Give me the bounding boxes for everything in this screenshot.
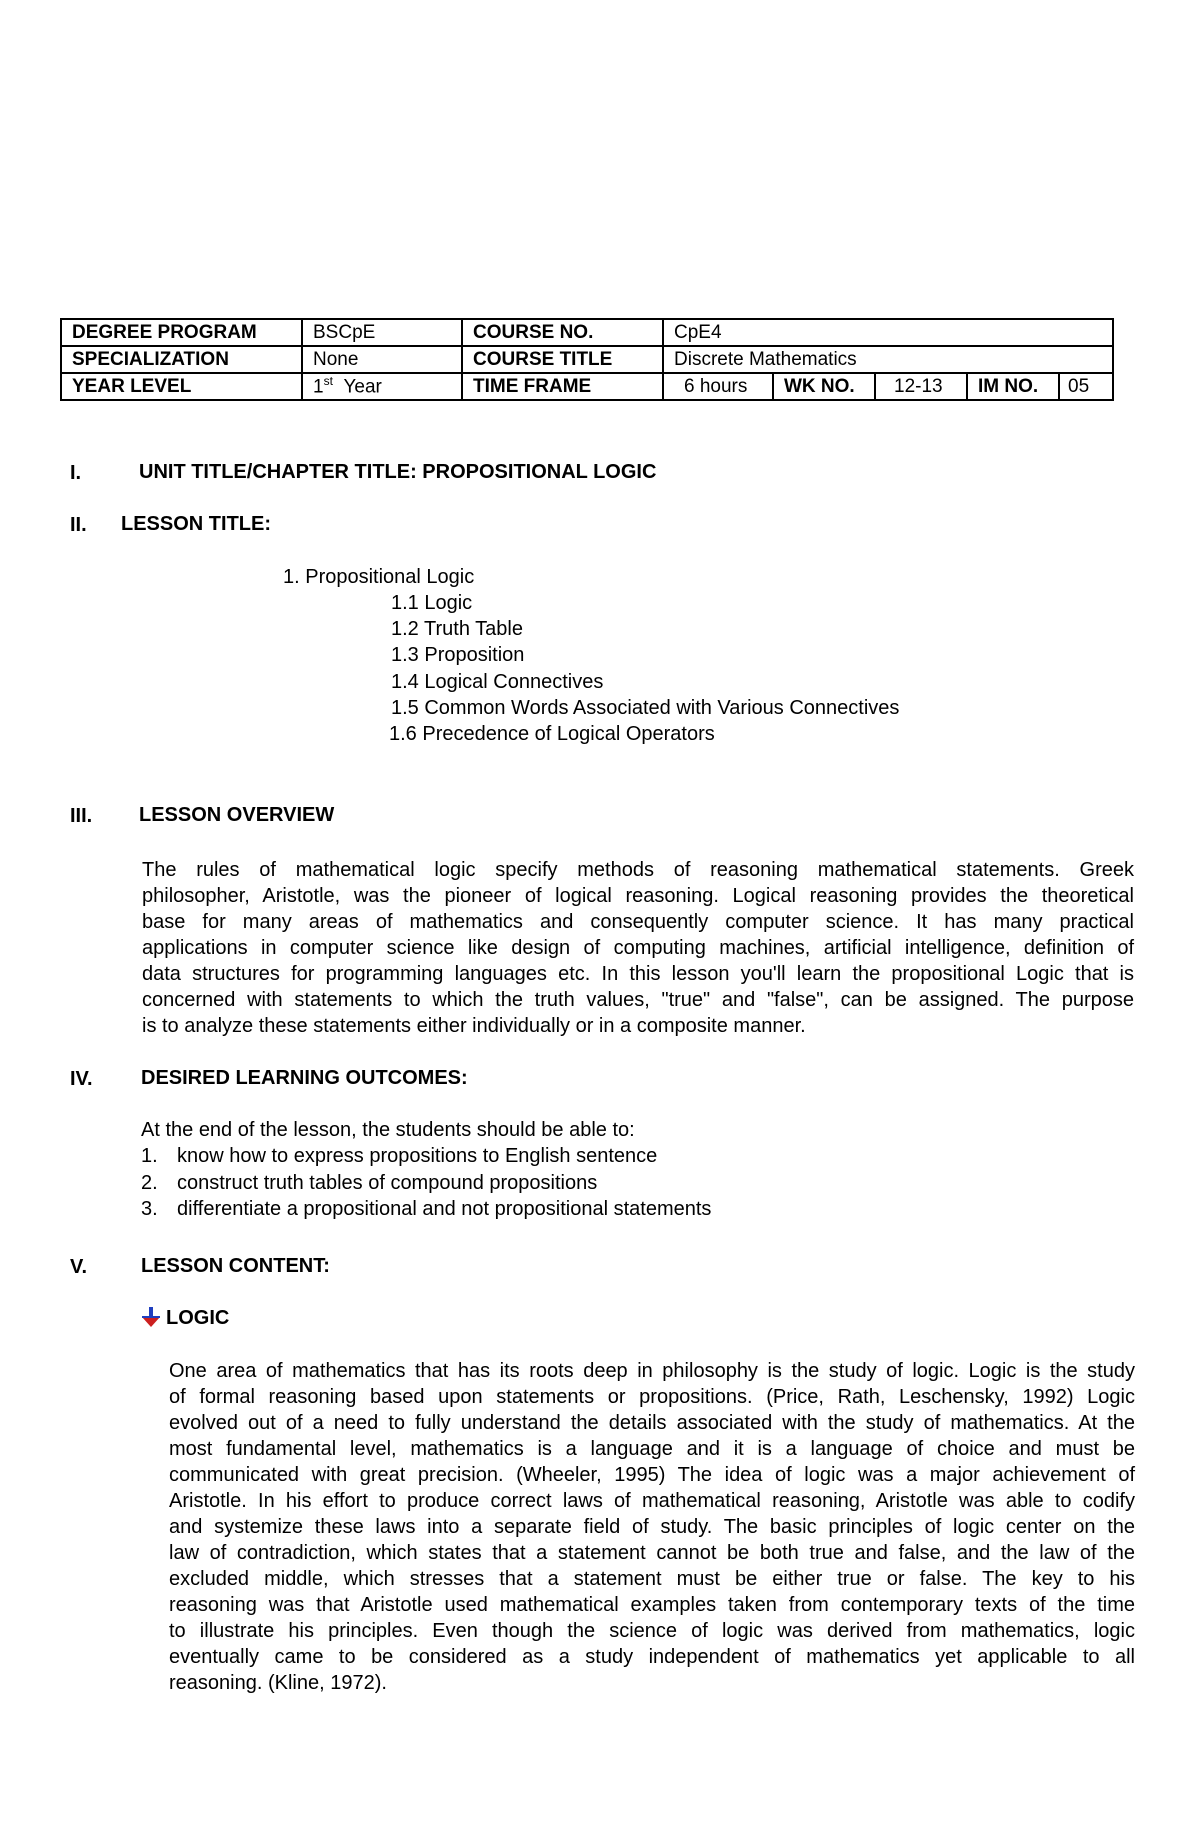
im-no-label: IM NO. bbox=[967, 373, 1059, 400]
logic-line: excluded middle, which stresses that a statement must be either true or false. The key to his bbox=[169, 1568, 1135, 1590]
logic-line: eventually came to be considered as a study independent of mathematics yet applicable to all bbox=[169, 1646, 1135, 1668]
outcome-number: 3. bbox=[141, 1198, 158, 1220]
logic-line: One area of mathematics that has its roots deep in philosophy is the study of logic. Logic is the study bbox=[169, 1360, 1135, 1382]
section-5-number: V. bbox=[70, 1256, 88, 1278]
down-arrow-bullet-icon bbox=[141, 1306, 161, 1328]
logic-line: to illustrate his principles. Even though the science of logic was derived from mathematics, logic bbox=[169, 1620, 1135, 1642]
outcome-text: construct truth tables of compound propositions bbox=[177, 1172, 598, 1194]
outline-main-item: 1. Propositional Logic bbox=[283, 566, 475, 588]
logic-line: law of contradiction, which states that a statement cannot be both true and false, and the law of the bbox=[169, 1542, 1135, 1564]
specialization-label: SPECIALIZATION bbox=[61, 346, 302, 373]
degree-program-label: DEGREE PROGRAM bbox=[61, 319, 302, 346]
section-4-title: DESIRED LEARNING OUTCOMES: bbox=[141, 1067, 468, 1089]
section-4-number: IV. bbox=[70, 1068, 93, 1090]
degree-program-value: BSCpE bbox=[302, 319, 462, 346]
outcome-number: 2. bbox=[141, 1172, 158, 1194]
overview-line: concerned with statements to which the truth values, "true" and "false", can be assigned. The purpose bbox=[142, 989, 1134, 1011]
year-level-label: YEAR LEVEL bbox=[61, 373, 302, 400]
year-level-suffix: st bbox=[323, 374, 333, 389]
time-frame-value: 6 hours bbox=[663, 373, 773, 400]
course-title-label: COURSE TITLE bbox=[462, 346, 663, 373]
logic-line: and systemize these laws into a separate field of study. The basic principles of logic center on the bbox=[169, 1516, 1135, 1538]
logic-line: reasoning. (Kline, 1972). bbox=[169, 1672, 387, 1694]
wk-no-label: WK NO. bbox=[773, 373, 875, 400]
logic-line: of formal reasoning based upon statements or propositions. (Price, Rath, Leschensky, 1992) Logic bbox=[169, 1386, 1135, 1408]
outcomes-intro: At the end of the lesson, the students should be able to: bbox=[141, 1119, 635, 1141]
overview-line: The rules of mathematical logic specify methods of reasoning mathematical statements. Greek bbox=[142, 859, 1134, 881]
outcome-number: 1. bbox=[141, 1145, 158, 1167]
outline-item: 1.5 Common Words Associated with Various Connectives bbox=[391, 697, 900, 719]
section-2-number: II. bbox=[70, 514, 87, 536]
section-1-number: I. bbox=[70, 462, 82, 484]
section-3-title: LESSON OVERVIEW bbox=[139, 804, 335, 826]
outline-item: 1.6 Precedence of Logical Operators bbox=[389, 723, 715, 745]
year-level-number: 1 bbox=[313, 376, 324, 398]
overview-line: base for many areas of mathematics and consequently computer science. It has many practical bbox=[142, 911, 1134, 933]
overview-line: philosopher, Aristotle, was the pioneer of logical reasoning. Logical reasoning provides the theoretical bbox=[142, 885, 1134, 907]
logic-line: evolved out of a need to fully understand the details associated with the study of mathematics. At the bbox=[169, 1412, 1135, 1434]
outline-item: 1.2 Truth Table bbox=[391, 618, 523, 640]
overview-paragraph bbox=[142, 857, 1134, 1039]
section-3-number: III. bbox=[70, 805, 93, 827]
logic-line: communicated with great precision. (Wheeler, 1995) The idea of logic was a major achievement of bbox=[169, 1464, 1135, 1486]
year-level-value bbox=[302, 373, 462, 400]
course-no-value: CpE4 bbox=[663, 319, 1113, 346]
logic-heading: LOGIC bbox=[166, 1307, 230, 1329]
outline-item: 1.1 Logic bbox=[391, 592, 473, 614]
course-no-label: COURSE NO. bbox=[462, 319, 663, 346]
section-5-title: LESSON CONTENT: bbox=[141, 1255, 330, 1277]
section-2-title: LESSON TITLE: bbox=[121, 513, 271, 535]
outcome-text: know how to express propositions to English sentence bbox=[177, 1145, 658, 1167]
year-level-word: Year bbox=[343, 376, 382, 398]
outcome-text: differentiate a propositional and not propositional statements bbox=[177, 1198, 712, 1220]
logic-line: reasoning was that Aristotle used mathematical examples taken from contemporary texts of the time bbox=[169, 1594, 1135, 1616]
overview-line: data structures for programming languages etc. In this lesson you'll learn the propositional Logic that is bbox=[142, 963, 1134, 985]
time-frame-label: TIME FRAME bbox=[462, 373, 663, 400]
logic-line: Aristotle. In his effort to produce correct laws of mathematical reasoning, Aristotle was able to codify bbox=[169, 1490, 1135, 1512]
outline-item: 1.3 Proposition bbox=[391, 644, 525, 666]
overview-line: is to analyze these statements either individually or in a composite manner. bbox=[142, 1015, 806, 1037]
logic-line: most fundamental level, mathematics is a language and it is a language of choice and must be bbox=[169, 1438, 1135, 1460]
im-no-value: 05 bbox=[1059, 373, 1113, 400]
specialization-value: None bbox=[302, 346, 462, 373]
wk-no-value: 12-13 bbox=[875, 373, 967, 400]
course-info-table bbox=[60, 318, 1114, 401]
outline-item: 1.4 Logical Connectives bbox=[391, 671, 604, 693]
section-1-title: UNIT TITLE/CHAPTER TITLE: PROPOSITIONAL LOGIC bbox=[139, 461, 657, 483]
overview-line: applications in computer science like design of computing machines, artificial intelligence, definition of bbox=[142, 937, 1134, 959]
course-title-value: Discrete Mathematics bbox=[663, 346, 1113, 373]
logic-paragraph bbox=[169, 1358, 1135, 1696]
